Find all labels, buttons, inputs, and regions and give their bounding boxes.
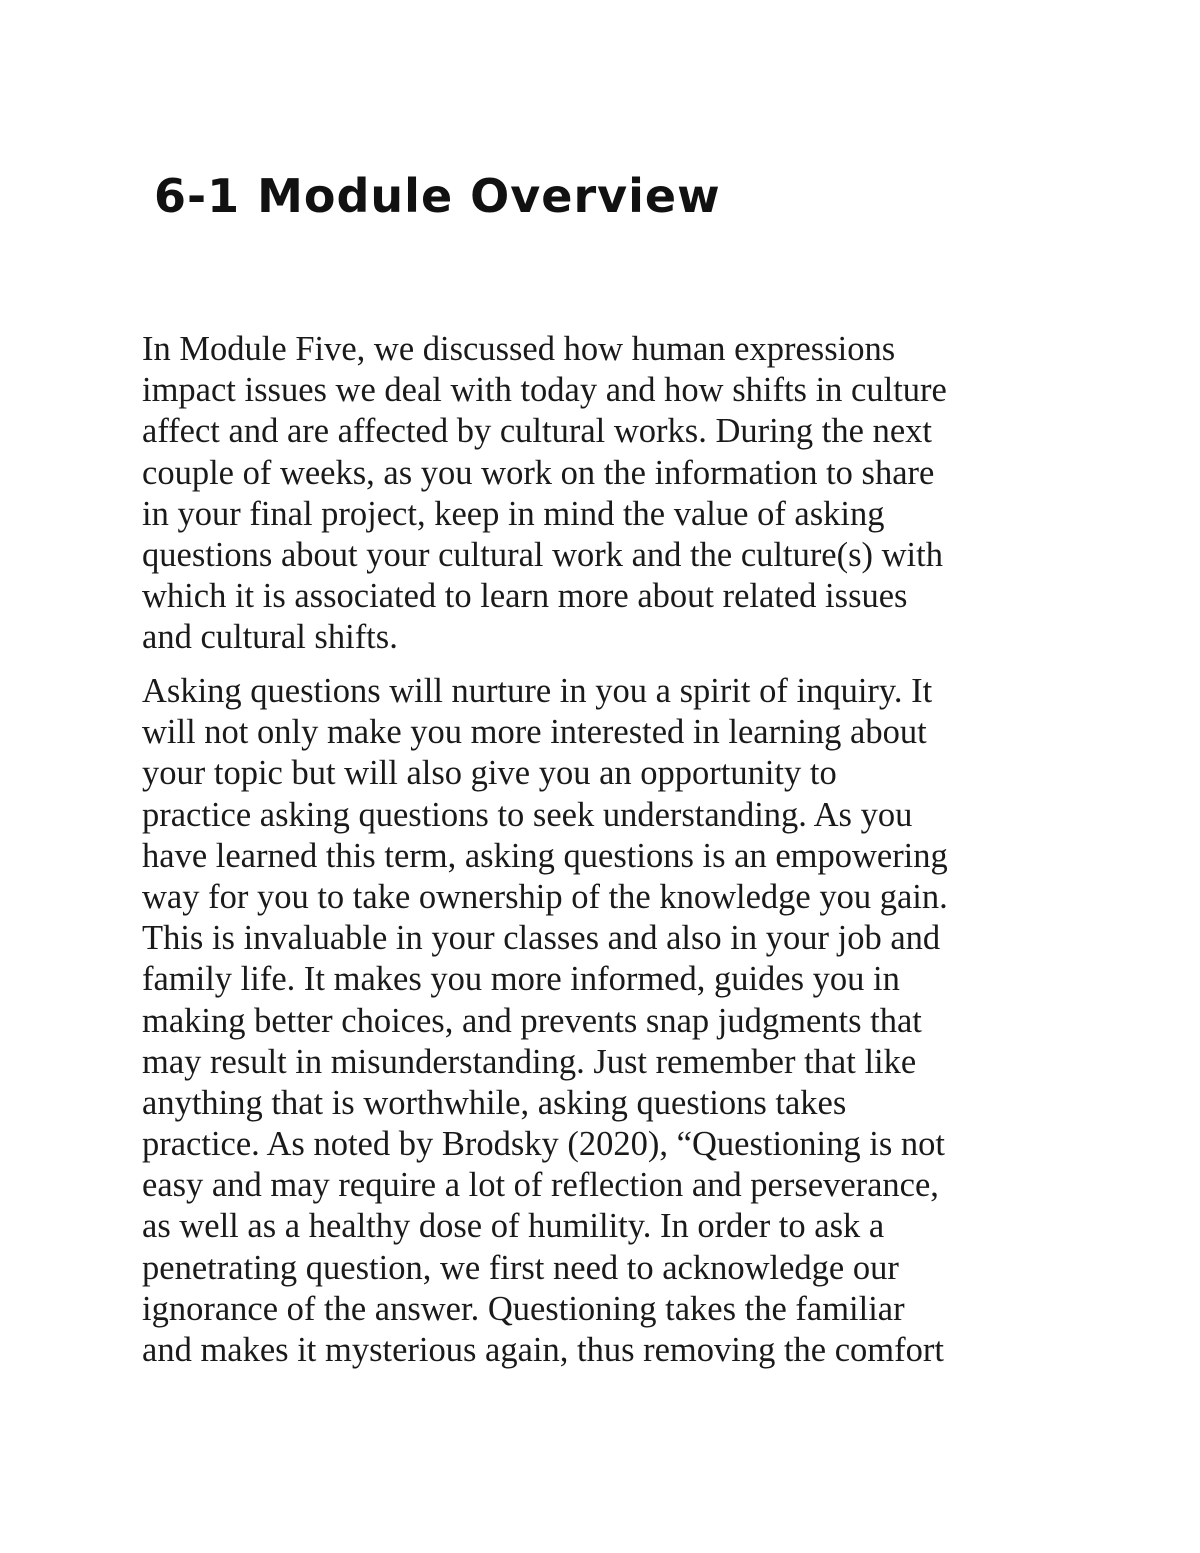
text-line: affect and are affected by cultural works. During the next (142, 412, 932, 451)
text-line: in your final project, keep in mind the value of asking (142, 494, 885, 533)
text-line: and cultural shifts. (142, 618, 398, 657)
text-line: In Module Five, we discussed how human expressions (142, 330, 896, 368)
text-line: which it is associated to learn more about related issues (142, 577, 908, 616)
text-line: anything that is worthwhile, asking questions takes (142, 1083, 847, 1122)
text-line: practice. As noted by Brodsky (2020), “Questioning is not (142, 1125, 945, 1164)
text-line: family life. It makes you more informed, guides you in (142, 960, 900, 999)
text-line: making better choices, and prevents snap judgments that (142, 1001, 922, 1040)
text-line: couple of weeks, as you work on the information to share (142, 453, 935, 492)
text-line: ignorance of the answer. Questioning takes the familiar (142, 1289, 905, 1328)
text-line: questions about your cultural work and the culture(s) with (142, 535, 943, 574)
text-line: penetrating question, we first need to acknowledge our (142, 1248, 899, 1287)
paragraph-module-five (142, 329, 1082, 659)
text-line: may result in misunderstanding. Just remember that like (142, 1042, 917, 1081)
text-line: way for you to take ownership of the knowledge you gain. (142, 877, 948, 916)
paragraph-asking-questions (142, 671, 1082, 1371)
text-line: easy and may require a lot of reflection and perseverance, (142, 1166, 939, 1205)
text-line: Asking questions will nurture in you a spirit of inquiry. It (142, 672, 933, 710)
body-text (142, 329, 1082, 1371)
page-title: 6-1 Module Overview (154, 169, 721, 223)
text-line: as well as a healthy dose of humility. In order to ask a (142, 1207, 885, 1246)
text-line: have learned this term, asking questions is an empowering (142, 836, 948, 875)
text-line: impact issues we deal with today and how shifts in culture (142, 371, 947, 410)
paragraph-spacer (142, 659, 1082, 672)
text-line: and makes it mysterious again, thus removing the comfort (142, 1331, 944, 1369)
text-line: your topic but will also give you an opportunity to (142, 754, 837, 793)
text-line: This is invaluable in your classes and also in your job and (142, 919, 941, 958)
text-line: will not only make you more interested in learning about (142, 713, 927, 752)
text-line: practice asking questions to seek understanding. As you (142, 795, 913, 834)
